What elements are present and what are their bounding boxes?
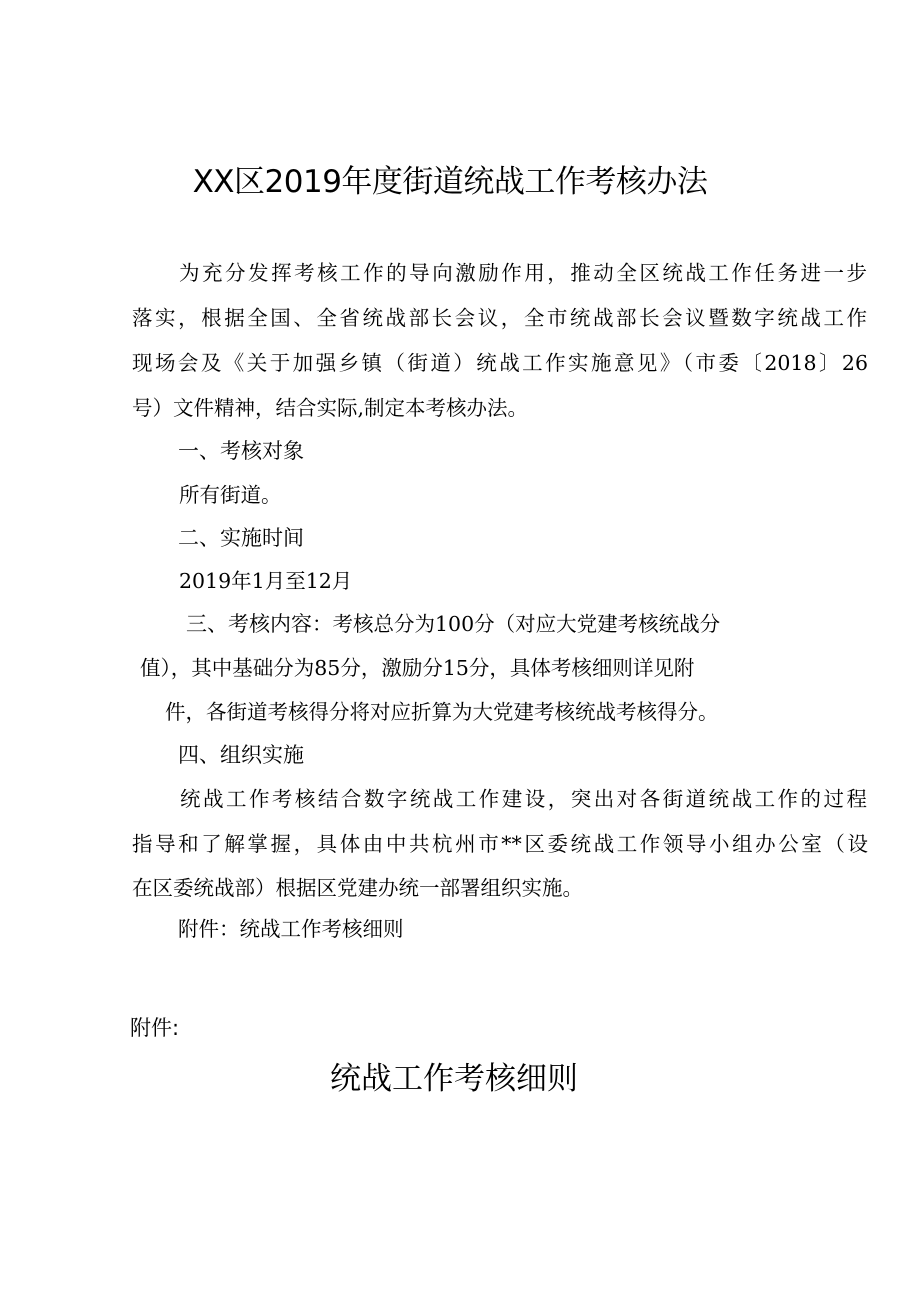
attachment-note: 附件：统战工作考核细则 — [178, 917, 404, 941]
section-organization-line-3: 在区委统战部）根据区党建办统一部署组织实施。 — [132, 876, 583, 900]
section-organization-line-1: 统战工作考核结合数字统战工作建设，突出对各街道统战工作的过程 — [180, 787, 867, 811]
section-heading-objects: 一、考核对象 — [178, 439, 304, 463]
section-heading-time: 二、实施时间 — [178, 526, 304, 550]
intro-line-4: 号）文件精神，结合实际,制定本考核办法。 — [132, 396, 529, 420]
attachment-title: 统战工作考核细则 — [330, 1061, 578, 1097]
section-content-line-3: 件，各街道考核得分将对应折算为大党建考核统战考核得分。 — [165, 700, 719, 724]
intro-line-2: 落实，根据全国、全省统战部长会议，全市统战部长会议暨数字统战工作 — [132, 306, 867, 330]
section-body-time: 2019年1月至12月 — [179, 569, 353, 593]
attachment-label: 附件: — [130, 1016, 180, 1040]
section-heading-organization: 四、组织实施 — [178, 743, 304, 767]
intro-line-1: 为充分发挥考核工作的导向激励作用，推动全区统战工作任务进一步 — [179, 261, 867, 285]
intro-line-3: 现场会及《关于加强乡镇（街道）统战工作实施意见》（市委〔2018〕26 — [132, 351, 868, 375]
section-content-line-2: 值），其中基础分为85分，激励分15分，具体考核细则详见附 — [140, 656, 695, 680]
section-heading-content: 三、考核内容 — [186, 612, 312, 636]
section-organization-line-2: 指导和了解掌握，具体由中共杭州市**区委统战工作领导小组办公室（设 — [132, 832, 868, 856]
section-body-objects: 所有街道。 — [179, 483, 282, 507]
section-content-text-1: ：考核总分为100分（对应大党建考核统战分 — [312, 612, 721, 636]
document-title: XX区2019年度街道统战工作考核办法 — [192, 164, 708, 200]
section-content-line-1 — [186, 609, 720, 639]
